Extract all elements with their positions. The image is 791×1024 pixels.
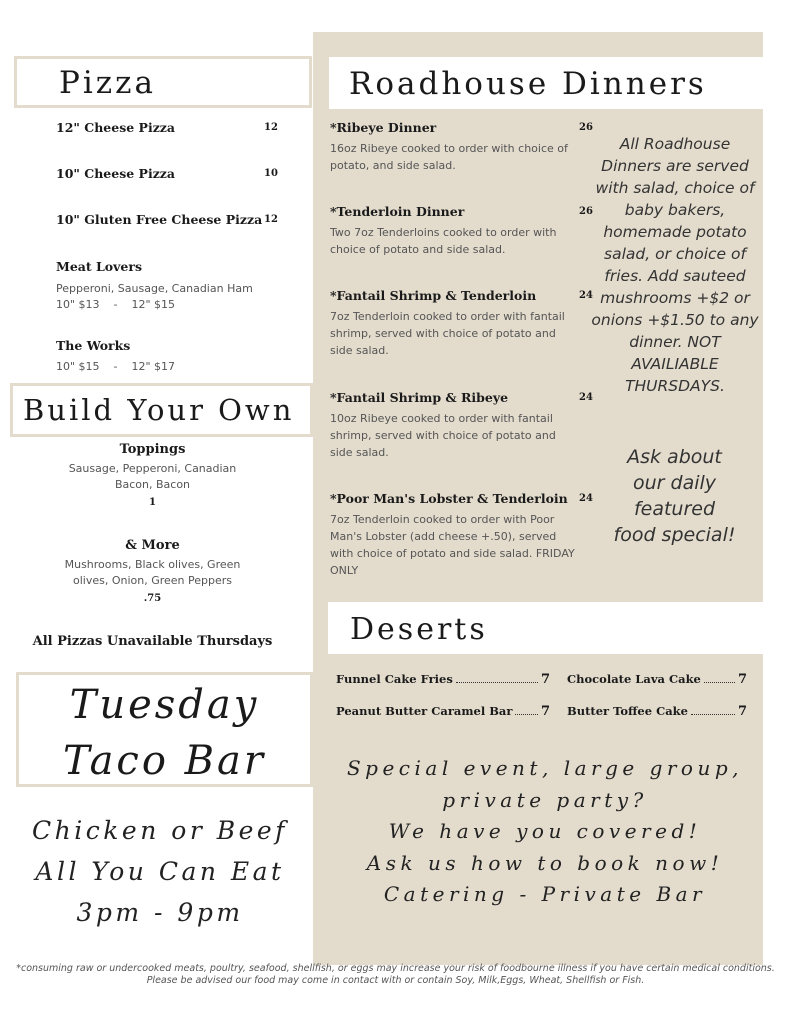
desert-item	[567, 672, 747, 687]
roadhouse-item	[330, 288, 580, 359]
food-safety-disclaimer: *consuming raw or undercooked meats, poultry, seafood, shellfish, or eggs may increase your risk of foodbourne illness if you have certain medical conditions. Please be advised our food may come in contact with or contain Soy, Milk,Eggs, Wheat, Shellfish or Fish.	[16, 963, 775, 986]
roadhouse-item-desc: 16oz Ribeye cooked to order with choice of potato, and side salad.	[330, 142, 568, 172]
roadhouse-item-name: *Poor Man's Lobster & Tenderloin	[330, 491, 568, 506]
pizza-item-price: 12	[264, 122, 278, 133]
dot-leader	[704, 682, 735, 683]
roadhouse-item-name: *Fantail Shrimp & Ribeye	[330, 390, 509, 405]
more-toppings-block	[10, 538, 295, 604]
roadhouse-item	[330, 120, 580, 174]
deserts-header: Deserts	[328, 602, 763, 654]
roadhouse-item-name: *Tenderloin Dinner	[330, 204, 465, 219]
specialty-pizza-name: Meat Lovers	[56, 259, 142, 274]
taco-header-line2: Taco Bar	[63, 738, 266, 784]
roadhouse-item	[330, 204, 580, 258]
desert-item-name: Peanut Butter Caramel Bar	[336, 704, 513, 718]
event-line: private party?	[442, 787, 648, 812]
taco-header-line1: Tuesday	[69, 682, 260, 728]
roadhouse-item-desc: Two 7oz Tenderloins cooked to order with choice of potato and side salad.	[330, 226, 557, 256]
pizza-unavailable-notice: All Pizzas Unavailable Thursdays	[32, 634, 273, 649]
pizza-item-name: 10" Gluten Free Cheese Pizza	[56, 212, 263, 227]
roadhouse-item-desc: 7oz Tenderloin cooked to order with fantail shrimp, served with choice of potato and side salad.	[330, 310, 565, 357]
toppings-block	[10, 442, 295, 508]
specialty-pizza-desc: Pepperoni, Sausage, Canadian Ham	[56, 282, 253, 295]
more-toppings-title: & More	[125, 538, 180, 553]
roadhouse-header: Roadhouse Dinners	[329, 57, 763, 109]
toppings-desc: Sausage, Pepperoni, Canadian Bacon, Bacon	[68, 462, 237, 491]
taco-line: 3pm - 9pm	[76, 898, 244, 927]
specialty-pizza-prices: 10" $13 - 12" $15	[56, 298, 176, 311]
pizza-item-price: 12	[264, 214, 278, 225]
roadhouse-item	[330, 491, 580, 579]
desert-item	[336, 704, 550, 719]
specialty-pizza-prices: 10" $15 - 12" $17	[56, 360, 176, 373]
specialty-pizza-name: The Works	[56, 338, 131, 353]
more-toppings-price: .75	[143, 593, 162, 604]
roadhouse-item-price: 24	[579, 290, 593, 301]
pizza-item-price: 10	[264, 168, 278, 179]
roadhouse-item-price: 24	[579, 493, 593, 504]
roadhouse-item-price: 26	[579, 206, 593, 217]
pizza-header: Pizza	[14, 56, 312, 108]
desert-item-price: 7	[540, 672, 550, 687]
taco-bar-header	[16, 672, 313, 787]
event-line: We have you covered!	[388, 819, 702, 843]
taco-line: Chicken or Beef	[32, 816, 288, 845]
roadhouse-item-name: *Fantail Shrimp & Tenderloin	[330, 288, 537, 303]
desert-item	[336, 672, 550, 687]
toppings-price: 1	[149, 497, 156, 508]
more-toppings-desc: Mushrooms, Black olives, Green olives, Onion, Green Peppers	[64, 558, 241, 587]
desert-item-price: 7	[737, 704, 747, 719]
desert-item-price: 7	[540, 704, 550, 719]
desert-item-price: 7	[737, 672, 747, 687]
roadhouse-item-desc: 7oz Tenderloin cooked to order with Poor Man's Lobster (add cheese +.50), served with choice of potato and side salad. FRIDAY ONLY	[330, 513, 575, 577]
roadhouse-item-desc: 10oz Ribeye cooked to order with fantail shrimp, served with choice of potato and side salad.	[330, 412, 556, 459]
roadhouse-item-price: 26	[579, 122, 593, 133]
event-line: Catering - Private Bar	[383, 882, 707, 906]
roadhouse-sides-note: All Roadhouse Dinners are served with salad, choice of baby bakers, homemade potato salad, or choice of fries. Add sauteed mushrooms +$2 or onions +$1.50 to any dinner. NOT AVAILIABLE THURSDAYS.	[591, 135, 759, 395]
dot-leader	[515, 714, 538, 715]
desert-item-name: Chocolate Lava Cake	[567, 672, 701, 686]
roadhouse-item-price: 24	[579, 392, 593, 403]
desert-item-name: Funnel Cake Fries	[336, 672, 453, 686]
toppings-title: Toppings	[119, 442, 186, 457]
event-line: Ask us how to book now!	[366, 850, 724, 875]
taco-line: All You Can Eat	[35, 857, 285, 886]
roadhouse-item-name: *Ribeye Dinner	[330, 120, 437, 135]
desert-item	[567, 704, 747, 719]
event-line: Special event, large group,	[346, 756, 744, 780]
dot-leader	[691, 714, 735, 715]
daily-special-note: Ask about our daily featured food special!	[613, 446, 736, 546]
pizza-item-name: 12" Cheese Pizza	[56, 120, 175, 135]
pizza-item-name: 10" Cheese Pizza	[56, 166, 175, 181]
build-your-own-header: Build Your Own	[10, 383, 313, 437]
desert-item-name: Butter Toffee Cake	[567, 704, 688, 718]
taco-bar-details	[10, 810, 310, 933]
dot-leader	[456, 682, 538, 683]
roadhouse-item	[330, 390, 580, 461]
event-promo	[330, 753, 760, 911]
